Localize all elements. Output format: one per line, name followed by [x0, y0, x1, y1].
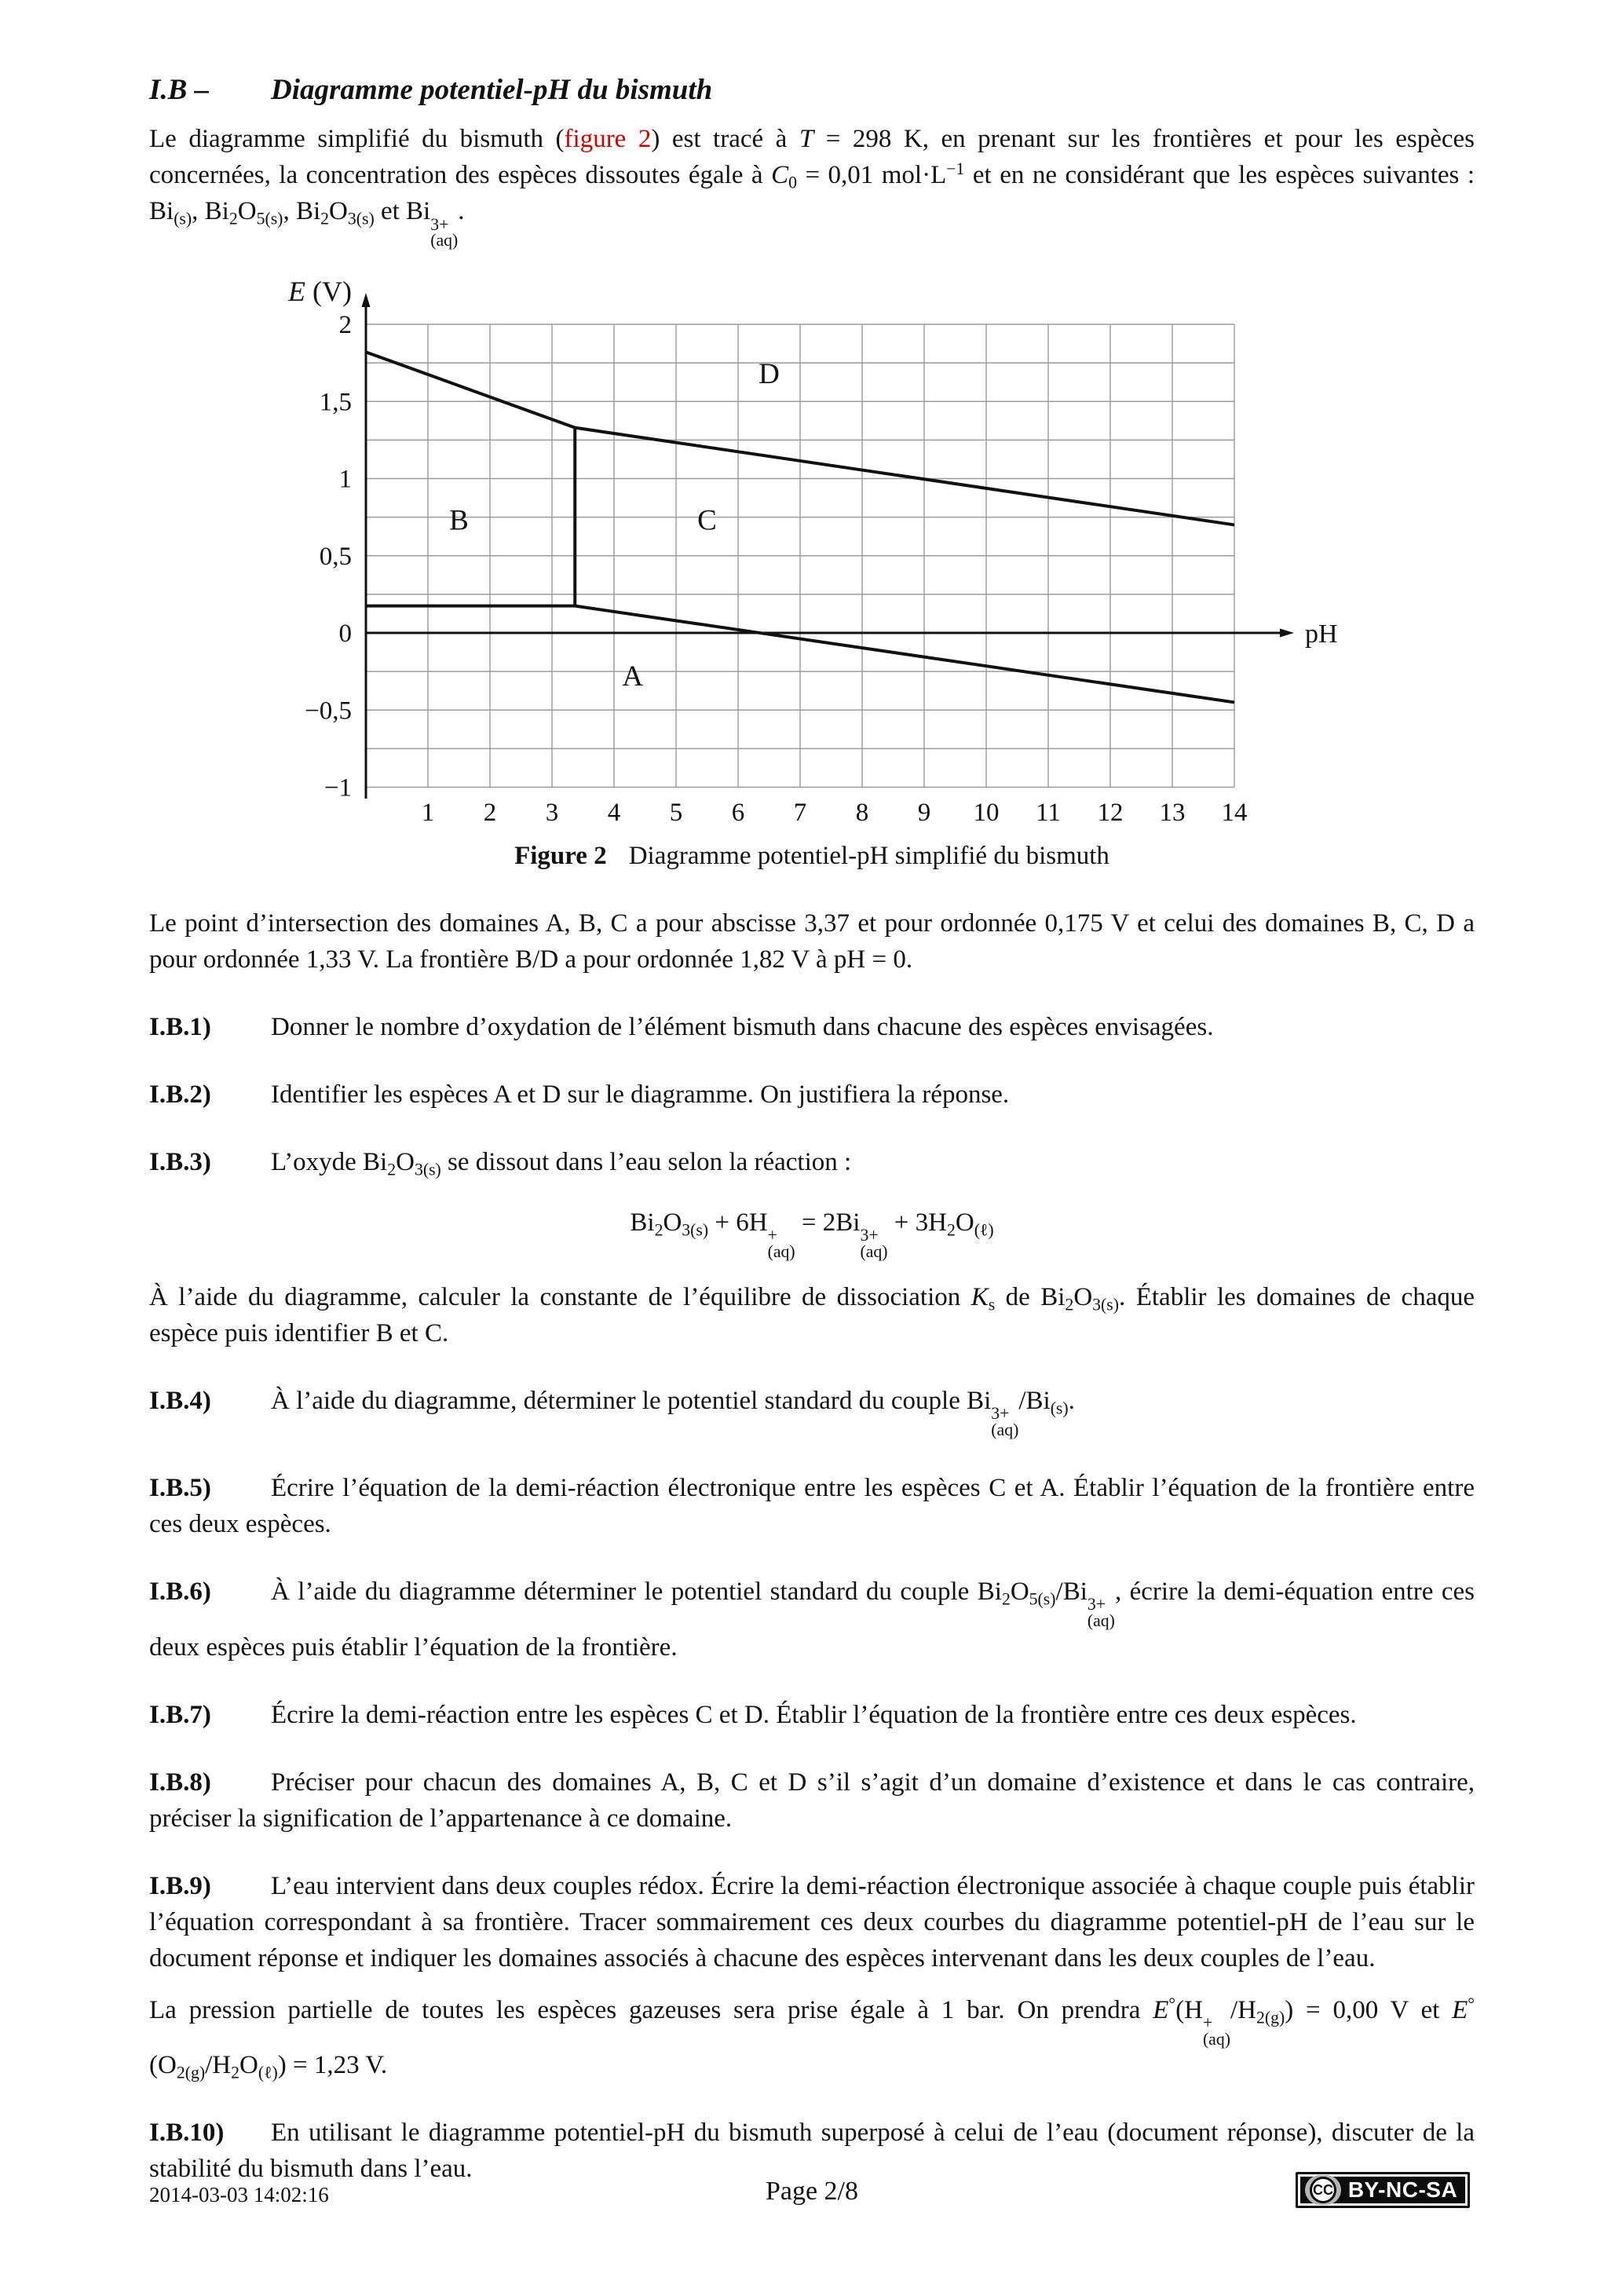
y-tick-label: 1,5: [319, 388, 352, 417]
potential-ph-diagram: [251, 277, 1366, 827]
region-label-A: A: [622, 660, 644, 693]
text-segment: O: [396, 1147, 415, 1176]
text-segment: Donner le nombre d’oxydation de l’élément bismuth dans chacune des espèces envisagées.: [271, 1012, 1214, 1041]
frontier-C/D: [575, 428, 1234, 525]
figure-caption-label: Figure 2: [514, 841, 607, 870]
text-segment: .: [458, 197, 465, 225]
x-tick-label: 1: [421, 798, 435, 827]
y-tick-label: 1: [338, 465, 352, 494]
text-segment: À l’aide du diagramme, déterminer le potentiel standard du couple Bi: [271, 1386, 992, 1415]
question-text: [149, 1474, 1475, 1538]
question-label: I.B.2): [149, 1080, 211, 1109]
stacked-supsub: 3+ (aq): [860, 1226, 888, 1262]
section-label: I.B –: [149, 74, 210, 106]
axes: [287, 277, 1338, 799]
y-tick-label: 0: [338, 619, 352, 648]
text-segment: et en ne considérant que les espèces suivantes : Bi: [149, 161, 1475, 225]
text-segment: ) est tracé à: [651, 125, 799, 153]
text-segment: (H: [1175, 1995, 1203, 2024]
text-segment: O: [329, 197, 348, 225]
text-segment: 2: [1065, 1295, 1074, 1314]
question-label: I.B.10): [149, 2119, 225, 2148]
x-tick-label: 8: [855, 798, 869, 827]
text-segment: °: [1168, 1994, 1176, 2013]
text-segment: Bi: [630, 1208, 655, 1237]
stacked-supsub: + (aq): [767, 1226, 795, 1262]
timestamp: 2014-03-03 14:02:16: [149, 2183, 329, 2206]
text-segment: , Bi: [192, 197, 229, 225]
question-text: [271, 1013, 1213, 1041]
text-segment: (ℓ): [974, 1220, 994, 1240]
text-segment: O: [237, 197, 257, 225]
x-tick-label: 6: [731, 798, 745, 827]
text-segment: 3(s): [414, 1160, 441, 1179]
text-segment: . Établir les domaines de chaque espèce puis identifier B et C.: [149, 1282, 1475, 1347]
section-title: Diagramme potentiel-pH du bismuth: [271, 74, 713, 106]
y-tick-label: −1: [324, 773, 352, 803]
intro-paragraph: [149, 121, 1475, 249]
region-label-B: B: [449, 504, 469, 537]
question-IB2: [149, 1077, 1475, 1113]
question-IB3-continuation: [149, 1279, 1475, 1351]
x-tick-label: 10: [973, 798, 1000, 827]
question-text: [271, 1080, 1009, 1109]
text-segment: 2: [231, 2063, 239, 2082]
text-segment: L’eau intervient dans deux couples rédox. Écrire la demi-réaction électronique associée à chaque couple puis établir l’équation correspondant à sa frontière. Tracer sommairement ces deux courbes du diagramme potentiel-pH de l’eau sur le document réponse et indiquer les domaines associés à chacune des espèces intervenant dans les deux couples de l’eau.: [149, 1871, 1475, 1972]
text-segment: O: [955, 1208, 974, 1237]
stacked-supsub: 3+ (aq): [1087, 1595, 1115, 1630]
question-IB7: [149, 1697, 1475, 1733]
text-segment: /Bi: [1018, 1386, 1051, 1415]
text-segment: de Bi: [995, 1282, 1066, 1311]
question-IB1: [149, 1009, 1475, 1045]
text-segment: 3(s): [1092, 1295, 1120, 1314]
text-segment: Identifier les espèces A et D sur le diagramme. On justifiera la réponse.: [271, 1080, 1010, 1109]
text-segment: ) = 0,00 V et: [1285, 1995, 1453, 2024]
cc-license-text: BY-NC-SA: [1347, 2177, 1458, 2202]
cc-license-badge[interactable]: [1296, 2172, 1470, 2208]
text-segment: Le diagramme simplifié du bismuth (: [149, 125, 565, 153]
x-tick-label: 2: [483, 798, 497, 827]
figure-caption-text: Diagramme potentiel-pH simplifié du bismuth: [628, 841, 1109, 870]
question-label: I.B.8): [149, 1768, 211, 1797]
text-segment: + 6H: [708, 1208, 768, 1237]
stacked-supsub: 3+ (aq): [430, 214, 459, 250]
text-segment: (s): [174, 209, 192, 229]
text-segment: La pression partielle de toutes les espèces gazeuses sera prise égale à 1 bar. On prendra: [149, 1995, 1153, 2024]
figure-2: [251, 277, 1366, 827]
text-segment: (O: [149, 2051, 177, 2080]
page-number: Page 2/8: [765, 2177, 859, 2206]
text-segment: 2: [1001, 1589, 1011, 1609]
text-segment: 2: [320, 209, 330, 229]
text-segment: (s): [1050, 1398, 1069, 1418]
text-segment: (ℓ): [258, 2063, 278, 2082]
text-segment: , Bi: [283, 197, 321, 225]
y-tick-label: 0,5: [319, 542, 352, 571]
question-IB5: [149, 1470, 1475, 1542]
text-segment: = 0,01 mol·L: [796, 161, 947, 189]
question-IB6: [149, 1574, 1475, 1665]
x-tick-label: 5: [669, 798, 683, 827]
intersection-paragraph: Le point d’intersection des domaines A, B, C a pour abscisse 3,37 et pour ordonnée 0,175 V et celui des domaines B, C, D a pour ordonnée 1,33 V. La frontière B/D a pour ordonnée 1,82 V à pH = 0.: [149, 909, 1475, 974]
text-segment: O: [1073, 1282, 1093, 1311]
section-heading: [149, 72, 1475, 108]
x-tick-label: 11: [1036, 798, 1061, 827]
x-axis-arrow-icon: [1280, 628, 1294, 637]
text-segment: = 298 K, en prenant sur les frontières et pour les espèces concernées, la concentration des espèces dissoutes égale à: [149, 125, 1475, 189]
question-IB9: [149, 1868, 1475, 1976]
grid: [366, 324, 1234, 788]
page-footer: [149, 2172, 1475, 2213]
text-segment: /H: [1230, 1995, 1256, 2024]
x-tick-label: 13: [1159, 798, 1186, 827]
question-label: I.B.6): [149, 1577, 211, 1606]
question-text: [149, 1768, 1475, 1833]
text-segment: , écrire la demi-équation entre ces deux espèces puis établir l’équation de la frontière.: [149, 1577, 1475, 1662]
text-segment: E: [1153, 1995, 1169, 2024]
text-segment: + 3H: [887, 1208, 947, 1237]
text-segment: L’oxyde Bi: [271, 1147, 388, 1176]
question-label: I.B.4): [149, 1386, 211, 1415]
y-tick-label: 2: [338, 310, 352, 339]
text-segment: 2: [654, 1220, 663, 1240]
y-axis-label: E (V): [288, 276, 352, 307]
text-segment: En utilisant le diagramme potentiel-pH du bismuth superposé à celui de l’eau (document réponse), discuter de la stabilité du bismuth dans l’eau.: [149, 2119, 1475, 2184]
text-segment: °: [1468, 1994, 1475, 2013]
question-text: [271, 1147, 852, 1179]
cc-icon: [1305, 2175, 1341, 2205]
text-segment: /Bi: [1055, 1577, 1087, 1606]
y-tick-label: −0,5: [305, 696, 352, 726]
x-axis-label: pH: [1305, 619, 1338, 649]
text-segment: K: [971, 1282, 989, 1311]
text-segment: 2: [387, 1160, 397, 1179]
text-segment: se dissout dans l’eau selon la réaction :: [440, 1147, 852, 1176]
question-label: I.B.3): [149, 1147, 211, 1176]
text-segment: 2: [228, 209, 238, 229]
dissolution-equation: [149, 1199, 1475, 1260]
figure-link[interactable]: figure 2: [564, 125, 652, 153]
question-label: I.B.9): [149, 1871, 211, 1900]
text-segment: −1: [946, 159, 965, 179]
text-segment: 5(s): [1029, 1589, 1056, 1609]
x-tick-label: 7: [793, 798, 807, 827]
text-segment: À l’aide du diagramme, calculer la constante de l’équilibre de dissociation: [149, 1282, 971, 1311]
text-segment: et Bi: [374, 197, 431, 225]
text-segment: 0: [788, 173, 797, 192]
pressure-note: [149, 1992, 1475, 2084]
text-segment: 3(s): [347, 209, 375, 229]
text-segment: 2: [946, 1220, 956, 1240]
text-segment: /H: [205, 2051, 232, 2080]
question-IB8: [149, 1764, 1475, 1837]
text-segment: .: [1068, 1386, 1075, 1415]
stacked-supsub: 3+ (aq): [991, 1404, 1019, 1439]
question-label: I.B.5): [149, 1473, 211, 1502]
question-text: [149, 1872, 1475, 1972]
text-segment: 2(g): [1256, 2008, 1285, 2027]
cc-logo: CC: [1310, 2177, 1336, 2203]
text-segment: E: [1452, 1995, 1468, 2024]
question-text: [149, 1578, 1475, 1662]
x-tick-label: 12: [1097, 798, 1124, 827]
figure-caption: [149, 838, 1475, 874]
frontier-A/C: [575, 605, 1234, 702]
x-tick-label: 3: [545, 798, 559, 827]
text-segment: 5(s): [256, 209, 283, 229]
text-segment: À l’aide du diagramme déterminer le potentiel standard du couple Bi: [271, 1577, 1002, 1606]
x-tick-label: 14: [1221, 798, 1248, 827]
text-segment: T: [799, 125, 814, 153]
text-segment: ) = 1,23 V.: [277, 2051, 388, 2080]
question-IB3: [149, 1144, 1475, 1180]
question-label: I.B.1): [149, 1012, 211, 1041]
text-segment: s: [988, 1295, 996, 1314]
text-segment: O: [239, 2051, 258, 2080]
question-IB4: [149, 1383, 1475, 1439]
x-tick-label: 4: [607, 798, 621, 827]
text-segment: Préciser pour chacun des domaines A, B, C et D s’il s’agit d’un domaine d’existence et dans le cas contraire, préciser la signification de l’appartenance à ce domaine.: [149, 1768, 1475, 1833]
text-segment: O: [663, 1208, 682, 1237]
question-label: I.B.7): [149, 1700, 211, 1729]
text-segment: 3(s): [682, 1220, 709, 1240]
question-text: [271, 1386, 1075, 1439]
region-label-C: C: [697, 504, 717, 537]
text-segment: 2(g): [176, 2063, 206, 2082]
text-segment: C: [771, 161, 789, 189]
question-text: [271, 1701, 1357, 1729]
text-segment: Écrire l’équation de la demi-réaction électronique entre les espèces C et A. Établir l’équation de la frontière entre ces deux espèces.: [149, 1473, 1475, 1538]
x-tick-label: 9: [917, 798, 931, 827]
text-segment: Écrire la demi-réaction entre les espèces C et D. Établir l’équation de la frontière entre ces deux espèces.: [271, 1700, 1357, 1729]
stacked-supsub: + (aq): [1202, 2013, 1230, 2049]
y-axis-arrow-icon: [362, 293, 371, 307]
text-segment: O: [1010, 1577, 1029, 1606]
text-segment: = 2Bi: [795, 1208, 861, 1237]
region-label-D: D: [758, 357, 780, 390]
